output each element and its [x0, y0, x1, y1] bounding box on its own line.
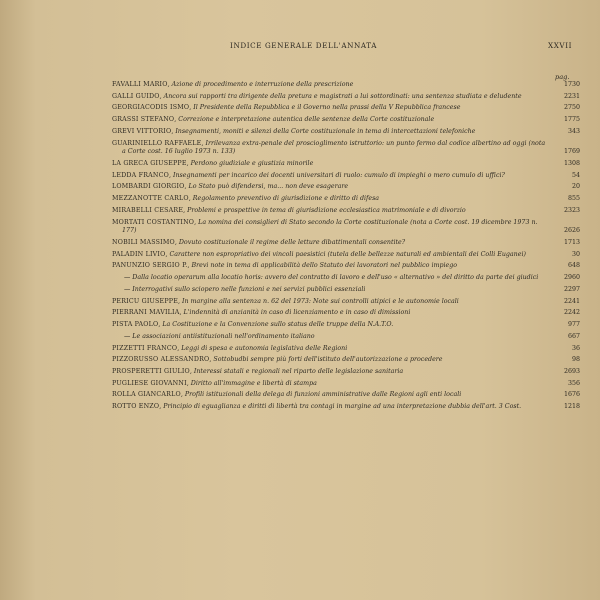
- entry-author: GEORGIACODIS ISMO: [112, 104, 190, 112]
- index-entry: [112, 239, 580, 248]
- entry-page-number: 1308: [563, 159, 580, 167]
- entry-text: [112, 219, 550, 236]
- entry-title: , Carattere non espropriativo dei vincoli paesistici (tutela delle bellezze naturali ed ambientali dei Colli Euganei): [165, 250, 526, 258]
- entry-author: FAVALLI MARIO: [112, 81, 168, 88]
- index-entry: [112, 104, 580, 113]
- entry-title: — Dalla locatio operarum alla locatio horis: avvero del contratto di lavoro e dell'uso « alternativo » del diritto da parte dei giudici: [124, 274, 539, 282]
- entry-author: PIERRANI MAVILIA: [112, 309, 180, 317]
- entry-title: , Leggi di spesa e autonomia legislativa delle Regioni: [177, 344, 348, 352]
- entry-text: [112, 116, 550, 125]
- entry-title: , Interessi statali e regionali nel riparto delle legislazione sanitaria: [189, 367, 404, 375]
- entry-text: [112, 251, 550, 260]
- entry-text: [112, 321, 550, 330]
- entry-title: , Correzione e interpretazione autentica delle sentenze della Corte costituzionale: [174, 116, 435, 124]
- entry-title: , Brevi note in tema di applicabilità dello Statuto dei lavoratori nel pubblico impiego: [187, 262, 458, 270]
- entry-text: [112, 345, 550, 354]
- entry-text: [112, 128, 550, 137]
- index-entry: [112, 321, 580, 330]
- entry-title: , Principio di eguaglianza e diritti di libertà tra contagi in margine ad una interpretazione dubbia dell'art. 3 Cost.: [159, 403, 522, 411]
- entry-title: , Regolamento preventivo di giurisdizione e diritto di difesa: [188, 195, 380, 203]
- index-entry: [112, 356, 580, 365]
- entry-page-number: 2241: [563, 297, 580, 305]
- entry-text: [112, 93, 550, 102]
- index-entry: [112, 183, 580, 192]
- index-entry: [112, 128, 580, 137]
- entry-title: , La nomina dei consiglieri di Stato secondo la Corte costituzionale (nota a Corte cost. 19 dicembre 1973 n. 177): [122, 218, 538, 235]
- entry-page-number: 2750: [563, 104, 580, 112]
- entry-author: GREVI VITTORIO: [112, 127, 172, 135]
- entry-text: [112, 195, 550, 204]
- entry-text: [112, 286, 562, 295]
- entry-title: , Il Presidente della Repubblica e il Governo nella prassi della V Repubblica francese: [189, 104, 461, 112]
- entry-title: , Insegnamenti per incarico dei docenti universitari di ruolo: cumulo di impieghi o mero cumulo di uffici?: [168, 171, 505, 179]
- index-entries: [112, 81, 580, 415]
- entry-author: PROSPERETTI GIULIO: [112, 367, 190, 375]
- index-entry: [112, 380, 580, 389]
- entry-author: PUGLIESE GIOVANNI: [112, 379, 187, 387]
- entry-author: PALADIN LIVIO: [112, 250, 166, 258]
- entry-text: [112, 274, 562, 283]
- index-entry: [112, 207, 580, 216]
- entry-text: [112, 309, 550, 318]
- entry-page-number: 2297: [563, 285, 580, 293]
- entry-author: MEZZANOTTE CARLO: [112, 195, 189, 203]
- index-entry: [112, 309, 580, 318]
- entry-title: — Le associazioni antiistituzionali nell'ordinamento italiano: [124, 332, 315, 340]
- index-entry: [112, 160, 580, 169]
- entry-text: [112, 183, 550, 192]
- entry-title: , Perdono giudiziale e giustizia minorile: [186, 159, 314, 167]
- index-entry: [112, 195, 580, 204]
- entry-author: PIZZETTI FRANCO: [112, 344, 178, 352]
- index-entry: [112, 116, 580, 125]
- entry-title: — Interrogativi sullo sciopero nelle funzioni e nei servizi pubblici essenziali: [124, 285, 366, 293]
- entry-author: ROTTO ENZO: [112, 403, 160, 411]
- entry-page-number: 977: [567, 321, 580, 329]
- entry-title: , In margine alla sentenza n. 62 del 1973: Note sui controlli atipici e le autonomie locali: [178, 297, 459, 305]
- index-entry: [112, 333, 580, 342]
- entry-text: [112, 368, 550, 377]
- index-entry: [112, 368, 580, 377]
- entry-text: [112, 140, 550, 157]
- entry-text: [112, 333, 562, 342]
- index-entry: [112, 262, 580, 271]
- entry-text: [112, 262, 550, 271]
- entry-page-number: 1713: [563, 238, 580, 246]
- entry-page-number: 855: [567, 195, 580, 203]
- entry-text: [112, 172, 550, 181]
- entry-page-number: 1769: [563, 148, 580, 156]
- entry-text: [112, 391, 550, 400]
- entry-author: LEDDA FRANCO: [112, 171, 169, 179]
- entry-author: GALLI GUIDO: [112, 92, 160, 100]
- entry-page-number: 54: [571, 171, 580, 179]
- entry-page-number: 2626: [563, 227, 580, 235]
- entry-page-number: 2693: [563, 367, 580, 375]
- entry-page-number: 343: [567, 127, 580, 135]
- header-page-number: XXVII: [548, 41, 573, 50]
- entry-author: PISTA PAOLO: [112, 321, 159, 329]
- entry-text: [112, 239, 550, 248]
- index-entry: [112, 298, 580, 307]
- index-entry: [112, 93, 580, 102]
- running-header: [0, 41, 600, 53]
- index-entry: [112, 140, 580, 157]
- entry-page-number: 2960: [563, 274, 580, 282]
- entry-page-number: 36: [571, 344, 580, 352]
- entry-title: , Ancora sui rapporti tra dirigente della pretura e magistrati a lui sottordinati: una sentenza studiata e deludente: [159, 92, 522, 100]
- entry-author: LOMBARDI GIORGIO: [112, 183, 185, 191]
- entry-text: [112, 104, 550, 113]
- entry-page-number: 98: [571, 356, 580, 364]
- entry-author: NOBILI MASSIMO: [112, 238, 175, 246]
- entry-page-number: 30: [571, 250, 580, 258]
- index-entry: [112, 172, 580, 181]
- entry-title: , Irrilevanza extra-penale del proscioglimento istruttorio: un punto fermo dal codice albertino ad oggi (nota a Corte cost. 16 luglio 1973 n. 133): [122, 139, 546, 156]
- entry-title: , Sottobudbi sempre più forti dell'istituto dell'autorizzazione a procedere: [209, 356, 443, 364]
- entry-title: , L'indennità di anzianità in caso di licenziamento e in caso di dimissioni: [179, 309, 411, 317]
- index-entry: [112, 391, 580, 400]
- header-title: INDICE GENERALE DELL'ANNATA: [230, 41, 378, 50]
- index-entry: [112, 286, 580, 295]
- entry-page-number: 20: [571, 183, 580, 191]
- entry-author: MORTATI COSTANTINO: [112, 218, 195, 226]
- entry-author: PANUNZIO SERGIO P.: [112, 262, 188, 270]
- entry-author: PIZZORUSSO ALESSANDRO: [112, 356, 210, 364]
- entry-page-number: 356: [567, 379, 580, 387]
- entry-title: , La Costituzione e la Convenzione sullo status delle truppe della N.A.T.O.: [158, 321, 394, 329]
- entry-author: GRASSI STEFANO: [112, 116, 175, 124]
- index-entry: [112, 403, 580, 412]
- entry-author: GUARINIELLO RAFFAELE: [112, 139, 202, 147]
- entry-page-number: 2242: [563, 309, 580, 317]
- entry-text: [112, 403, 550, 412]
- page-column-label: pag.: [555, 73, 570, 81]
- entry-title: , Problemi e prospettive in tema di giurisdizione ecclesiastica matrimoniale e di divorzio: [183, 206, 466, 214]
- entry-title: , Dovuto costituzionale il regime delle letture dibattimentali consentite?: [174, 238, 406, 246]
- index-entry: [112, 251, 580, 260]
- entry-author: ROLLA GIANCARLO: [112, 391, 181, 399]
- entry-title: , Diritto all'immagine e libertà di stampa: [186, 379, 317, 387]
- entry-text: [112, 380, 550, 389]
- entry-page-number: 2231: [563, 92, 580, 100]
- entry-title: , Lo Stato può difendersi, ma... non deve esagerare: [184, 183, 349, 191]
- entry-author: PERICU GIUSEPPE: [112, 297, 178, 305]
- entry-author: LA GRECA GIUSEPPE: [112, 159, 187, 167]
- entry-author: MIRABELLI CESARE: [112, 206, 184, 214]
- entry-text: [112, 298, 550, 307]
- entry-title: , Profili istituzionali della delega di funzioni amministrative dalle Regioni agli enti locali: [180, 391, 462, 399]
- entry-title: , Insegnamenti, moniti e silenzi della Corte costituzionale in tema di intercettazioni telefoniche: [171, 127, 476, 135]
- entry-title: , Azione di procedimento e interruzione della prescrizione: [167, 81, 354, 88]
- entry-page-number: 648: [567, 262, 580, 270]
- index-entry: [112, 274, 580, 283]
- entry-page-number: 667: [567, 332, 580, 340]
- entry-text: [112, 356, 550, 365]
- entry-page-number: 2323: [563, 206, 580, 214]
- entry-text: [112, 207, 550, 216]
- index-entry: [112, 81, 580, 90]
- entry-text: [112, 81, 550, 90]
- entry-page-number: 1730: [563, 81, 580, 88]
- entry-page-number: 1676: [563, 391, 580, 399]
- entry-text: [112, 160, 550, 169]
- index-entry: [112, 345, 580, 354]
- index-entry: [112, 219, 580, 236]
- entry-page-number: 1775: [563, 116, 580, 124]
- entry-page-number: 1218: [563, 403, 580, 411]
